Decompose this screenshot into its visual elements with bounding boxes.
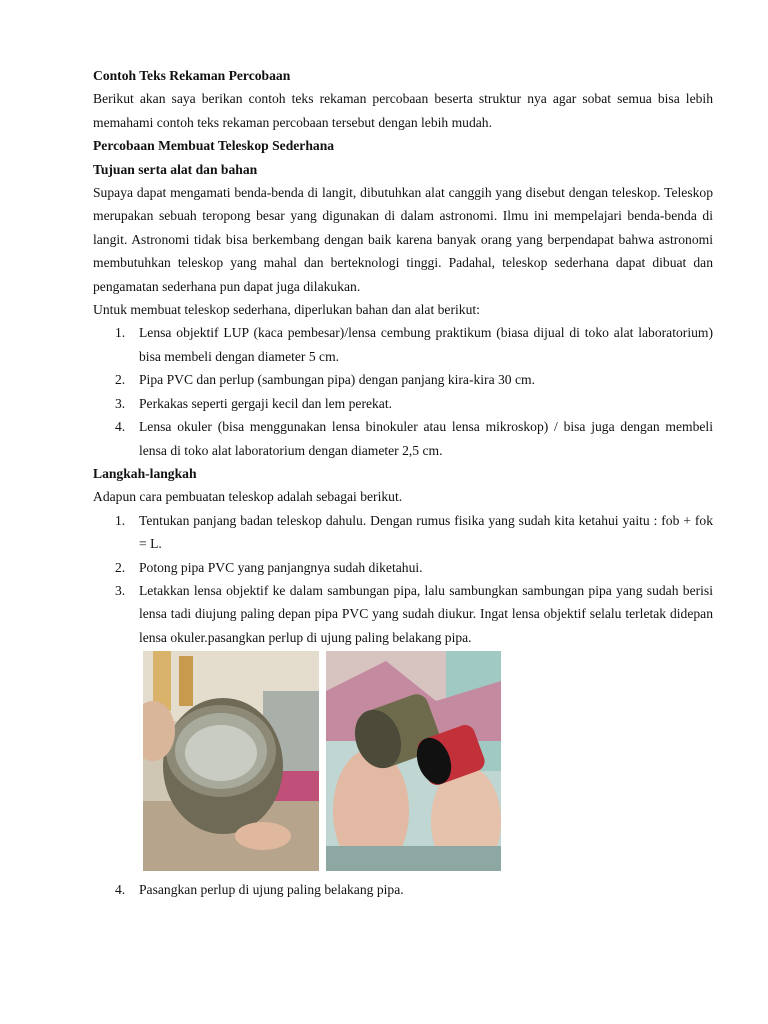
list-item <box>93 415 713 462</box>
list-text: Pipa PVC dan perlup (sambungan pipa) dengan panjang kira-kira 30 cm. <box>139 372 536 388</box>
photo-pipe-with-lens <box>143 651 319 871</box>
document-page <box>93 64 713 902</box>
list-text: Pasangkan perlup di ujung paling belakang pipa. <box>139 882 404 898</box>
photo-pipe-with-lens-image <box>143 651 319 871</box>
list-text: Lensa objektif LUP (kaca pembesar)/lensa cembung praktikum (biasa dijual di toko alat laboratorium) bisa membeli dengan diameter 5 cm. <box>139 325 713 364</box>
list-text: Potong pipa PVC yang panjangnya sudah diketahui. <box>139 559 423 575</box>
steps-list <box>93 509 713 649</box>
materials-list <box>93 321 713 461</box>
list-number: 1. <box>115 512 126 528</box>
list-item <box>93 392 713 415</box>
list-number: 3. <box>115 582 126 598</box>
goal-heading: Tujuan serta alat dan bahan <box>93 161 258 177</box>
list-number: 4. <box>115 419 126 435</box>
intro-paragraph: Berikut akan saya berikan contoh teks rekaman percobaan beserta struktur nya agar sobat semua bisa lebih memahami contoh teks rekaman percobaan tersebut dengan lebih mudah. <box>93 91 713 130</box>
list-item <box>93 556 713 579</box>
list-number: 1. <box>115 325 126 341</box>
list-item <box>93 878 713 901</box>
list-number: 2. <box>115 372 126 388</box>
document-title: Contoh Teks Rekaman Percobaan <box>93 68 291 83</box>
experiment-title: Percobaan Membuat Teleskop Sederhana <box>93 138 335 154</box>
list-number: 3. <box>115 395 126 411</box>
photo-row <box>93 651 713 874</box>
list-item <box>93 321 713 368</box>
list-text: Letakkan lensa objektif ke dalam sambungan pipa, lalu sambungkan sambungan pipa yang sudah berisi lensa tadi diujung paling depan pipa PVC yang sudah diukur. Ingat lensa objektif selalu terletak didepan lensa okuler.pasangkan perlup di ujung paling belakang pipa. <box>139 582 713 645</box>
list-number: 2. <box>115 559 126 575</box>
photo-pipe-connector <box>326 651 501 871</box>
steps-list-continued <box>93 878 713 901</box>
photo-pipe-connector-image <box>326 651 501 871</box>
list-text: Tentukan panjang badan teleskop dahulu. Dengan rumus fisika yang sudah kita ketahui yaitu : fob + fok = L. <box>139 512 713 552</box>
steps-heading: Langkah-langkah <box>93 465 197 481</box>
goal-paragraph: Supaya dapat mengamati benda-benda di langit, dibutuhkan alat canggih yang disebut dengan teleskop. Teleskop merupakan sebuah teropong besar yang digunakan di dalam astronomi. Ilmu ini mempelajari benda-benda di langit. Astronomi tidak bisa berkembang dengan baik karena banyak orang yang berpendapat bahwa astronomi membutuhkan teleskop yang mahal dan berteknologi tinggi. Padahal, teleskop sederhana dapat dibuat dan pengamatan sederhana pun dapat juga dilakukan. <box>93 185 713 294</box>
list-item <box>93 368 713 391</box>
list-item <box>93 579 713 649</box>
list-text: Perkakas seperti gergaji kecil dan lem perekat. <box>139 395 393 411</box>
list-text: Lensa okuler (bisa menggunakan lensa binokuler atau lensa mikroskop) / bisa juga dengan membeli lensa di toko alat laboratorium dengan diameter 2,5 cm. <box>139 419 713 458</box>
steps-intro: Adapun cara pembuatan teleskop adalah sebagai berikut. <box>93 489 403 505</box>
list-item <box>93 509 713 556</box>
materials-intro: Untuk membuat teleskop sederhana, diperlukan bahan dan alat berikut: <box>93 302 480 318</box>
list-number: 4. <box>115 882 126 898</box>
